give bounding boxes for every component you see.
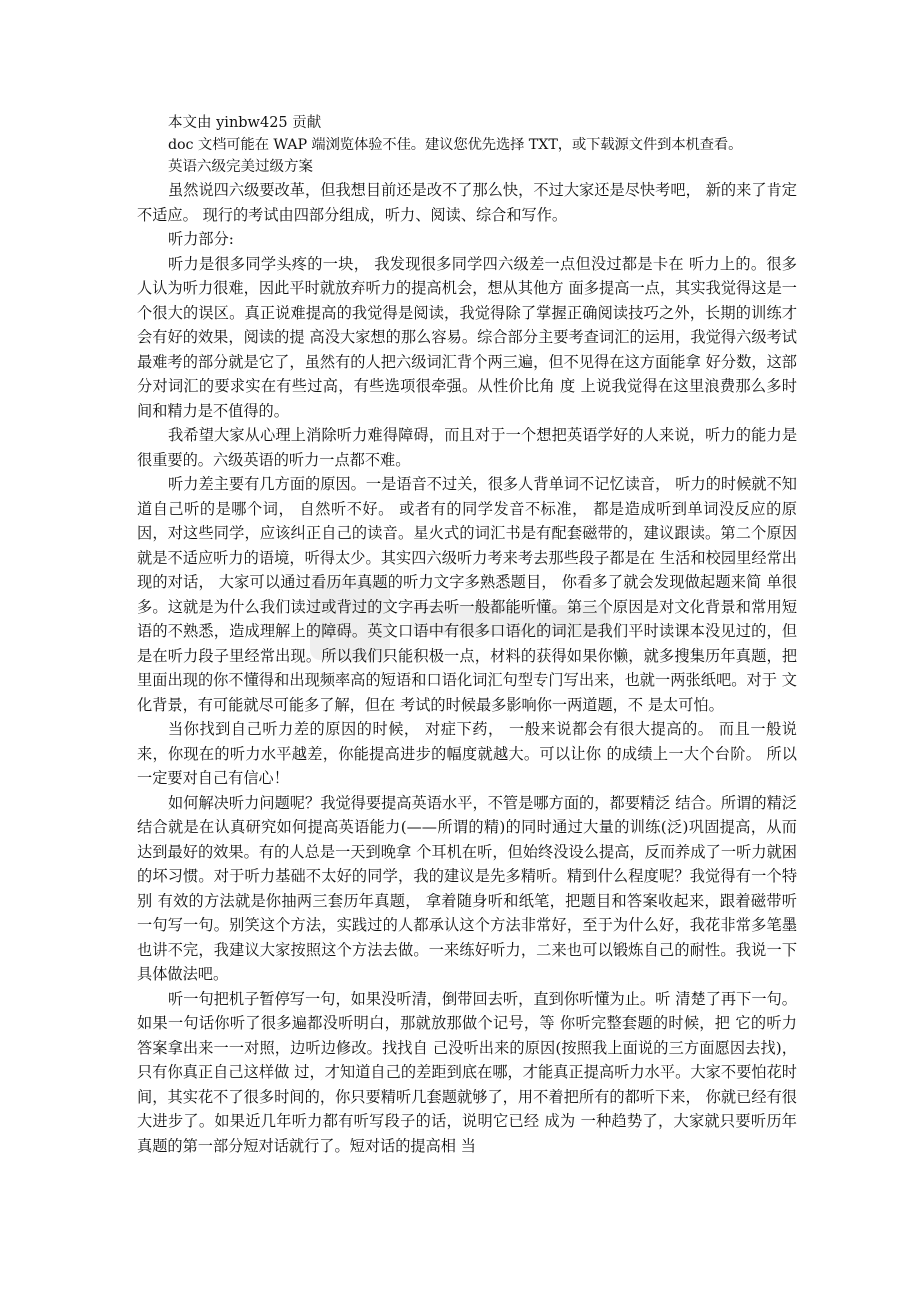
wap-notice-line: doc 文档可能在 WAP 端浏览体验不佳。建议您优先选择 TXT，或下载源文件到本机查看。 (168, 137, 743, 153)
document-body (137, 112, 797, 1158)
section-heading-listening: 听力部分: (168, 230, 234, 248)
contributor-line: 本文由 yinbw425 贡献 (168, 115, 322, 131)
paragraph-intro: 虽然说四六级要改革，但我想目前还是改不了那么快，不过大家还是尽快考吧， 新的来了肯定不适应。 现行的考试由四部分组成，听力、阅读、综合和写作。 (137, 181, 797, 224)
paragraph-listening-difficulty: 听力是很多同学头疼的一块， 我发现很多同学四六级差一点但没过都是卡在 听力上的。很多人认为听力很难，因此平时就放弃听力的提高机会，想从其他方 面多提高一点，其实我觉得这是一个很大的误区。真正说难提高的我觉得是阅读，我觉得除了掌握正确阅读技巧之外，长期的训练才会有好的效果，阅读的提 高没大家想的那么容易。综合部分主要考查词汇的运用，我觉得六级考试最难考的部分就是它了，虽然有的人把六级词汇背个两三遍，但不见得在这方面能拿 好分数，这部分对词汇的要求实在有些过高，有些选项很牵强。从性价比角 度 上说我觉得在这里浪费那么多时间和精力是不值得的。 (137, 254, 797, 420)
paragraph-method: 如何解决听力问题呢？我觉得要提高英语水平，不管是哪方面的，都要精泛 结合。所谓的精泛结合就是在认真研究如何提高英语能力(——所谓的精)的同时通过大量的训练(泛)巩固提高，从而达到最好的效果。有的人总是一天到晚拿 个耳机在听，但始终没设么提高，反而养成了一听力就困的坏习惯。对于听力基础不太好的同学，我的建议是先多精听。精到什么程度呢？我觉得有一个特别 有效的方法就是你抽两三套历年真题， 拿着随身听和纸笔，把题目和答案收起来，跟着磁带听一句写一句。别笑这个方法，实践过的人都承认这个方法非常好，至于为什么好，我花非常多笔墨也讲不完，我建议大家按照这个方法去做。一来练好听力，二来也可以锻炼自己的耐性。我说一下具体做法吧。 (137, 793, 797, 983)
paragraph-reasons: 听力差主要有几方面的原因。一是语音不过关，很多人背单词不记忆读音， 听力的时候就不知道自己听的是哪个词， 自然听不好。 或者有的同学发音不标准， 都是造成听到单词没反应的原因，对这些同学，应该纠正自己的读音。星火式的词汇书是有配套磁带的，建议跟读。第二个原因就是不适应听力的语境，听得太少。其实四六级听力考来考去那些段子都是在 生活和校园里经常出现的对话， 大家可以通过看历年真题的听力文字多熟悉题目， 你看多了就会发现做起题来简 单很多。这就是为什么我们读过或背过的文字再去听一般都能听懂。第三个原因是对文化背景和常用短语的不熟悉，造成理解上的障碍。英文口语中有很多口语化的词汇是我们平时读课本没见过的，但是在听力段子里经常出现。所以我们只能积极一点，材料的获得如果你懒，就多搜集历年真题，把里面出现的你不懂得和出现频率高的短语和口语化词汇句型专门写出来，也就一两张纸吧。对于 文化背景，有可能就尽可能多了解，但在 考试的时候最多影响你一两道题，不 是太可怕。 (137, 475, 797, 714)
paragraph-practice-steps: 听一句把机子暂停写一句，如果没听清，倒带回去听，直到你听懂为止。听 清楚了再下一句。如果一句话你听了很多遍都没听明白，那就放那做个记号，等 你听完整套题的时候，把 它的听力答案拿出来一一对照，边听边修改。找找自 己没听出来的原因(按照我上面说的三方面愿因去找)，只有你真正自己这样做 过，才知道自己的差距到底在哪，才能真正提高听力水平。大家不要怕花时间，其实花不了很多时间的，你只要精听几套题就够了，用不着把所有的都听下来， 你就已经有很大进步了。如果近几年听力都有听写段子的话，说明它已经 成为 一种趋势了，大家就只要听历年真题的第一部分短对话就行了。短对话的提高相 当 (137, 989, 797, 1155)
paragraph-mindset: 我希望大家从心理上消除听力难得障碍，而且对于一个想把英语学好的人来说，听力的能力是很重要的。六级英语的听力一点都不难。 (137, 426, 797, 469)
document-title: 英语六级完美过级方案 (168, 159, 313, 175)
paragraph-confidence: 当你找到自己听力差的原因的时候， 对症下药， 一般来说都会有很大提高的。 而且一般说来，你现在的听力水平越差，你能提高进步的幅度就越大。可以让你 的成绩上一大个台阶。 所以一定要对自己有信心！ (137, 720, 797, 787)
